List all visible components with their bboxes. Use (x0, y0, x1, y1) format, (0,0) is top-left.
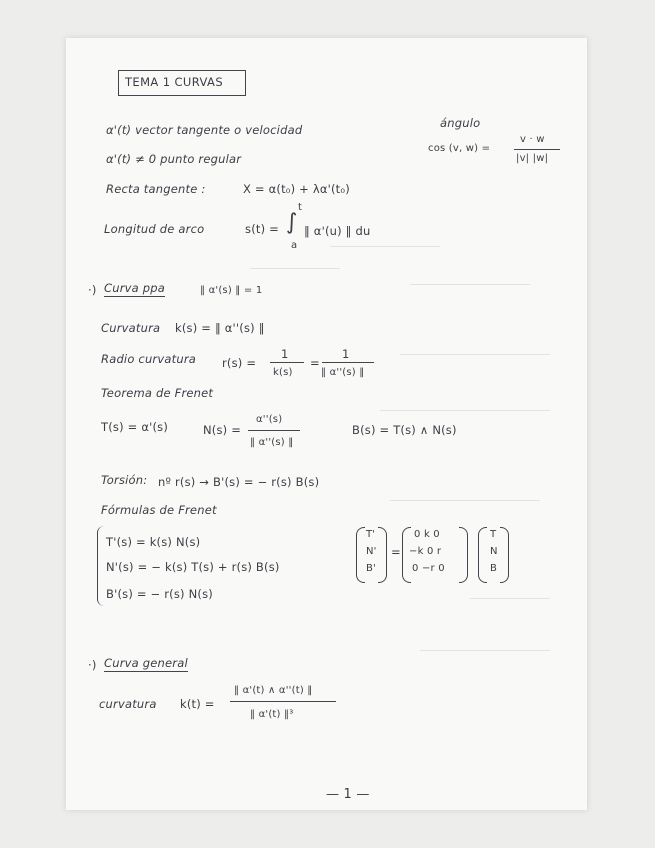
radius-equals: = (310, 356, 320, 370)
matrix-rhs-close (500, 527, 509, 583)
arc-length-integrand: ‖ α'(u) ‖ du (304, 224, 371, 238)
matrix-row-1: 0 k 0 (414, 529, 440, 540)
radius-label: Radio curvatura (101, 352, 196, 366)
matrix-row-3: 0 −r 0 (412, 563, 445, 574)
page-title: TEMA 1 CURVAS (125, 75, 224, 89)
bleed-through-mark (380, 410, 550, 411)
torsion-equation: nº r(s) → B'(s) = − r(s) B(s) (158, 475, 320, 489)
bleed-through-mark (410, 284, 530, 285)
angle-numerator: v · w (520, 134, 545, 145)
angle-denominator: |v| |w| (516, 153, 549, 164)
arc-length-lower-limit: a (291, 240, 298, 251)
angle-cosine-lhs: cos (v, w) = (428, 143, 491, 154)
integral-sign: ∫ (286, 210, 298, 235)
frenet-formula-3: B'(s) = − r(s) N(s) (106, 587, 213, 601)
frenet-formulas-heading: Fórmulas de Frenet (101, 503, 217, 517)
bleed-through-mark (470, 598, 550, 599)
bleed-through-mark (420, 650, 550, 651)
frenet-theorem-heading: Teorema de Frenet (101, 386, 214, 400)
bleed-through-mark (330, 246, 440, 247)
tangent-line-label: Recta tangente : (106, 182, 206, 196)
system-brace (97, 526, 104, 606)
general-curvature-numerator: ‖ α'(t) ∧ α''(t) ‖ (234, 685, 313, 696)
torsion-label: Torsión: (101, 473, 148, 487)
radius-numerator-1: 1 (281, 347, 289, 361)
section-ppa-bullet: ·) (88, 283, 97, 297)
normal-N-denominator: ‖ α''(s) ‖ (250, 437, 294, 448)
matrix-left-paren (356, 527, 365, 583)
ppa-condition: ‖ α'(s) ‖ = 1 (200, 285, 263, 296)
matrix-rhs-N: N (490, 546, 498, 557)
general-curvature-lhs: k(t) = (180, 697, 215, 711)
tangent-line-equation: X = α(t₀) + λα'(t₀) (243, 182, 350, 196)
radius-lhs: r(s) = (222, 356, 257, 370)
matrix-lhs-T: T' (366, 529, 376, 540)
page-number: — 1 — (326, 787, 370, 802)
arc-length-lhs: s(t) = (245, 222, 279, 236)
curvature-equation: k(s) = ‖ α''(s) ‖ (175, 321, 265, 335)
title-box (118, 70, 246, 96)
section-general-bullet: ·) (88, 658, 97, 672)
binormal-B-equation: B(s) = T(s) ∧ N(s) (352, 423, 457, 437)
radius-denominator-1: k(s) (273, 367, 293, 378)
angle-label: ángulo (440, 116, 481, 130)
arc-length-label: Longitud de arco (104, 222, 205, 236)
curvature-label: Curvatura (101, 321, 161, 335)
frenet-formula-2: N'(s) = − k(s) T(s) + r(s) B(s) (106, 560, 280, 574)
matrix-rhs-open (478, 527, 487, 583)
angle-fraction-bar (514, 149, 560, 150)
regular-point-line: α'(t) ≠ 0 punto regular (106, 152, 242, 166)
radius-fraction-bar-2 (322, 362, 374, 363)
normal-N-numerator: α''(s) (256, 414, 283, 425)
bleed-through-mark (400, 354, 550, 355)
matrix-rhs-T: T (490, 529, 497, 540)
matrix-row-2: −k 0 r (409, 546, 442, 557)
radius-numerator-2: 1 (342, 347, 350, 361)
bleed-through-mark (250, 268, 340, 269)
general-curvature-label: curvatura (99, 697, 157, 711)
general-curvature-denominator: ‖ α'(t) ‖³ (250, 709, 294, 720)
matrix-lhs-N: N' (366, 546, 377, 557)
bleed-through-mark (390, 500, 540, 501)
matrix-left-paren-close (378, 527, 387, 583)
section-general-heading: Curva general (104, 656, 188, 670)
matrix-lhs-B: B' (366, 563, 377, 574)
general-curvature-fraction-bar (230, 701, 336, 702)
matrix-coef-close (459, 527, 468, 583)
frenet-formula-1: T'(s) = k(s) N(s) (106, 535, 201, 549)
normal-N-lhs: N(s) = (203, 423, 242, 437)
arc-length-upper-limit: t (298, 202, 303, 213)
matrix-equals: = (391, 545, 401, 559)
tangent-vector-line: α'(t) vector tangente o velocidad (106, 123, 303, 137)
normal-N-fraction-bar (248, 430, 300, 431)
matrix-rhs-B: B (490, 563, 498, 574)
tangent-T-equation: T(s) = α'(s) (101, 420, 169, 434)
section-ppa-heading: Curva ppa (104, 281, 166, 295)
radius-fraction-bar-1 (270, 362, 304, 363)
radius-denominator-2: ‖ α''(s) ‖ (321, 367, 365, 378)
